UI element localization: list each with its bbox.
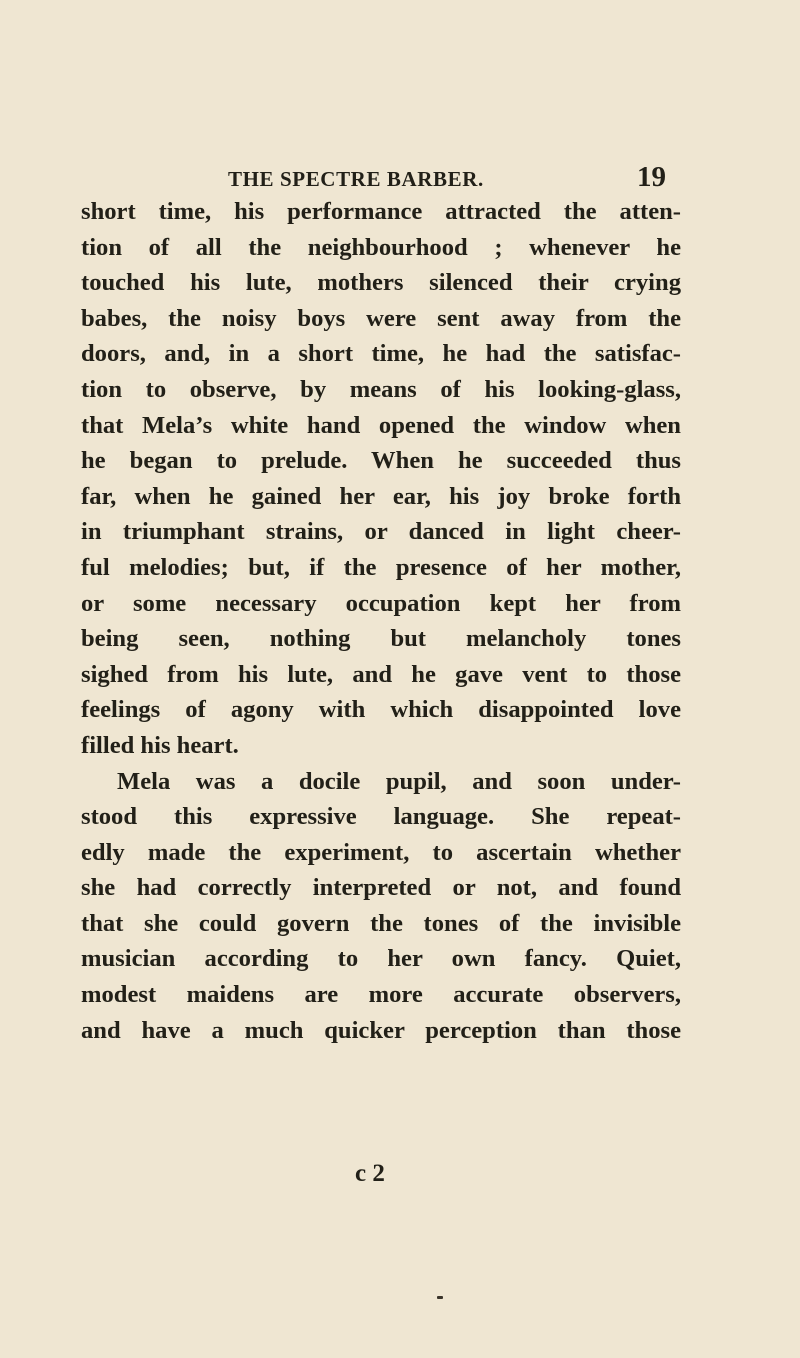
text-line: musician according to her own fancy. Quiet,	[81, 945, 681, 973]
text-line: doors, and, in a short time, he had the satisfac-	[81, 340, 681, 368]
text-line: tion to observe, by means of his looking-glass,	[81, 375, 681, 403]
paragraph-start-line: Mela was a docile pupil, and soon under-	[117, 767, 681, 795]
text-line: short time, his performance attracted the atten-	[81, 198, 681, 225]
text-line: modest maidens are more accurate observers,	[81, 981, 681, 1009]
ink-speck	[437, 1296, 443, 1299]
text-line: or some necessary occupation kept her from	[81, 589, 681, 617]
text-line: stood this expressive language. She repeat-	[81, 803, 681, 831]
text-line: that she could govern the tones of the invisible	[81, 909, 681, 937]
text-line: sighed from his lute, and he gave vent to those	[81, 660, 681, 688]
text-line: she had correctly interpreted or not, and found	[81, 874, 681, 902]
text-line: edly made the experiment, to ascertain whether	[81, 838, 681, 866]
paragraph-end-line: filled his heart.	[81, 731, 239, 759]
text-line: far, when he gained her ear, his joy broke forth	[81, 482, 681, 510]
text-line: ful melodies; but, if the presence of her mother,	[81, 553, 681, 581]
text-line: touched his lute, mothers silenced their crying	[81, 269, 681, 297]
text-line: he began to prelude. When he succeeded thus	[81, 447, 681, 475]
text-line: feelings of agony with which disappointed love	[81, 696, 681, 724]
running-title: THE SPECTRE BARBER.	[228, 167, 484, 191]
text-line: that Mela’s white hand opened the window when	[81, 411, 681, 439]
signature-mark: c 2	[355, 1160, 385, 1187]
text-line: tion of all the neighbourhood ; whenever he	[81, 233, 681, 261]
text-line: in triumphant strains, or danced in light cheer-	[81, 518, 681, 546]
text-line: babes, the noisy boys were sent away from the	[81, 304, 681, 332]
running-head	[0, 161, 800, 197]
page-number: 19	[637, 161, 666, 193]
body-text	[81, 194, 681, 1048]
text-line: being seen, nothing but melancholy tones	[81, 625, 681, 653]
text-line: and have a much quicker perception than those	[81, 1016, 681, 1044]
